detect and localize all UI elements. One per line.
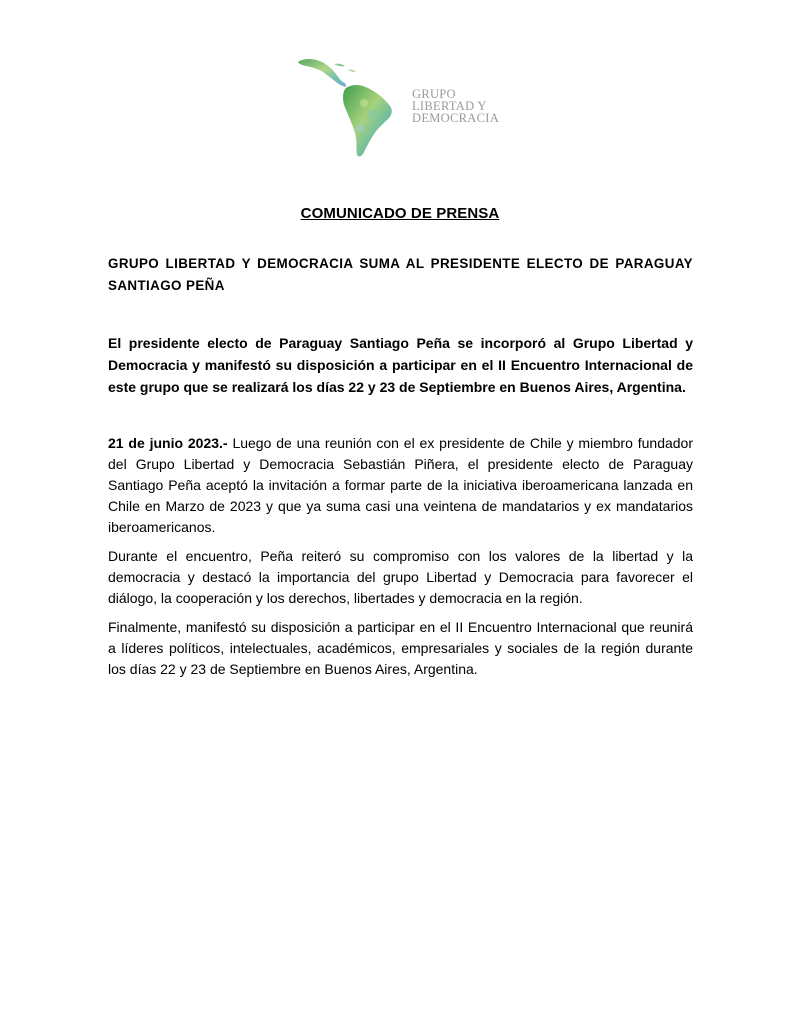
logo-line-2: LIBERTAD Y <box>412 99 487 113</box>
logo-line-3: DEMOCRACIA <box>412 111 500 125</box>
latin-america-map-icon <box>290 48 410 160</box>
document-subtitle: GRUPO LIBERTAD Y DEMOCRACIA SUMA AL PRESIDENTE ELECTO DE PARAGUAY SANTIAGO PEÑA <box>108 256 693 293</box>
body-paragraph-3: Finalmente, manifestó su disposición a participar en el II Encuentro Internacional que reunirá a líderes políticos, intelectuales, académicos, empresariales y sociales de la región durante los días 22 y 23 de Septiembre en Buenos Aires, Argentina. <box>108 619 693 677</box>
logo-wordmark <box>412 88 499 124</box>
dateline: 21 de junio 2023.- <box>108 435 228 451</box>
lead-paragraph: El presidente electo de Paraguay Santiago Peña se incorporó al Grupo Libertad y Democracia y manifestó su disposición a participar en el II Encuentro Internacional de este grupo que se realizará los días 22 y 23 de Septiembre en Buenos Aires, Argentina. <box>108 335 693 395</box>
document-heading: COMUNICADO DE PRENSA <box>300 205 500 222</box>
organization-logo <box>290 48 520 160</box>
logo-line-1: GRUPO <box>412 87 456 101</box>
body-paragraph-1 <box>108 433 693 538</box>
body-paragraph-2: Durante el encuentro, Peña reiteró su compromiso con los valores de la libertad y la democracia y destacó la importancia del grupo Libertad y Democracia para favorecer el diálogo, la cooperación y los derechos, libertades y democracia en la región. <box>108 548 693 606</box>
body-paragraph-1-text: Luego de una reunión con el ex presidente de Chile y miembro fundador del Grupo Libertad y Democracia Sebastián Piñera, el presidente electo de Paraguay Santiago Peña aceptó la invitación a formar parte de la iniciativa iberoamericana lanzada en Chile en Marzo de 2023 y que ya suma casi una veintena de mandatarios y ex mandatarios iberoamericanos. <box>108 435 693 535</box>
